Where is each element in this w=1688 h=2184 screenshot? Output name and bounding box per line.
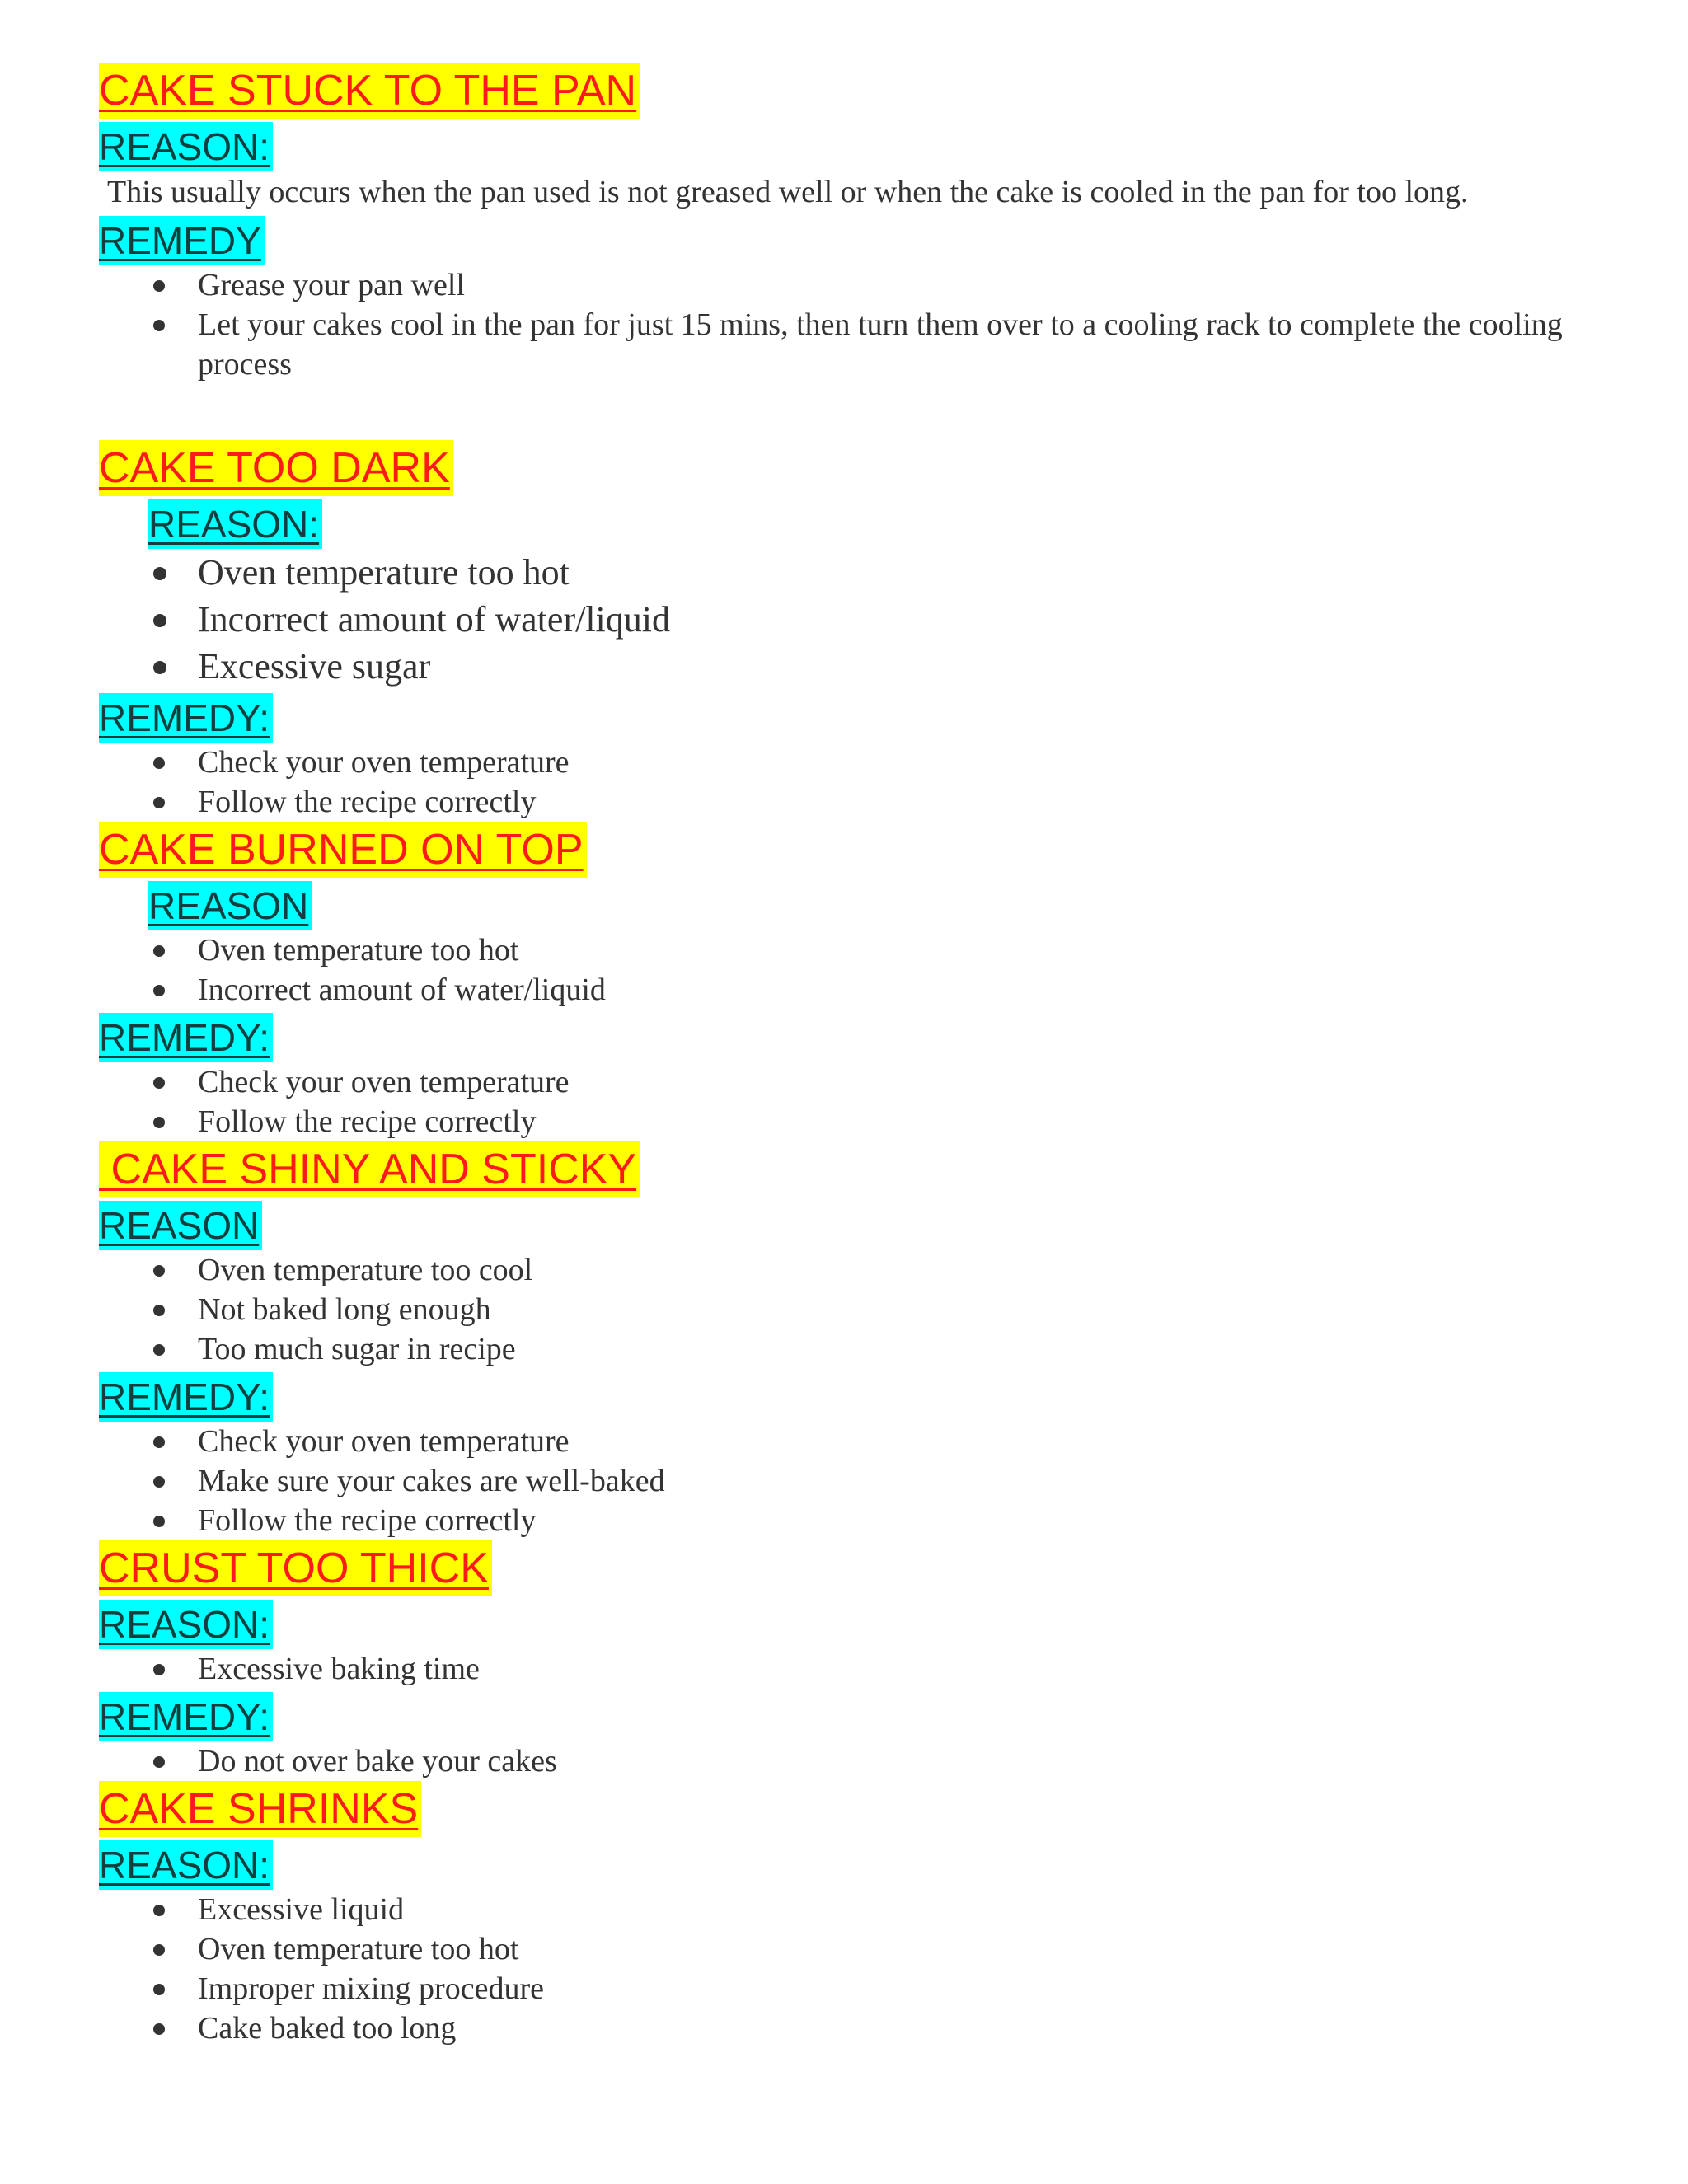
list-item: Do not over bake your cakes xyxy=(99,1741,1582,1781)
list-item: Oven temperature too hot xyxy=(99,930,1582,970)
section-title: CAKE TOO DARK xyxy=(99,440,453,496)
reason-list xyxy=(99,1649,1582,1689)
remedy-label: REMEDY: xyxy=(99,1013,273,1062)
bullet-icon xyxy=(153,2023,165,2035)
remedy-list xyxy=(99,1422,1582,1540)
bullet-icon xyxy=(153,985,165,996)
remedy-label: REMEDY xyxy=(99,216,265,265)
troubleshooting-sections xyxy=(99,63,1582,2048)
list-item: Check your oven temperature xyxy=(99,1422,1582,1461)
bullet-icon xyxy=(153,945,165,957)
list-item: Incorrect amount of water/liquid xyxy=(99,596,1582,643)
section-title: CRUST TOO THICK xyxy=(99,1540,492,1596)
list-item: Follow the recipe correctly xyxy=(99,1501,1582,1540)
reason-list xyxy=(99,1890,1582,2048)
bullet-icon xyxy=(153,1344,165,1356)
bullet-icon xyxy=(153,567,166,580)
bullet-icon xyxy=(153,1905,165,1916)
section-title: CAKE BURNED ON TOP xyxy=(99,822,587,878)
list-item: Oven temperature too cool xyxy=(99,1250,1582,1290)
section-cake-shrinks xyxy=(99,1781,1582,2048)
remedy-list xyxy=(99,265,1582,384)
remedy-label: REMEDY: xyxy=(99,1372,273,1422)
remedy-list xyxy=(99,1741,1582,1781)
list-item: Cake baked too long xyxy=(99,2008,1582,2048)
reason-label: REASON xyxy=(99,1201,262,1250)
section-crust-too-thick xyxy=(99,1540,1582,1781)
list-item: Excessive baking time xyxy=(99,1649,1582,1689)
bullet-icon xyxy=(153,1265,165,1277)
list-item: Oven temperature too hot xyxy=(99,549,1582,596)
bullet-icon xyxy=(153,1077,165,1089)
list-item: Improper mixing procedure xyxy=(99,1969,1582,2008)
reason-text: This usually occurs when the pan used is not greased well or when the cake is cooled in the pan for too long. xyxy=(107,175,1469,209)
reason-label: REASON: xyxy=(148,499,322,549)
bullet-icon xyxy=(153,797,165,808)
bullet-icon xyxy=(153,614,166,627)
section-title: CAKE STUCK TO THE PAN xyxy=(99,63,640,119)
remedy-list xyxy=(99,1062,1582,1141)
reason-label: REASON: xyxy=(99,122,273,171)
reason-label: REASON: xyxy=(99,1600,273,1649)
bullet-icon xyxy=(153,320,165,331)
bullet-icon xyxy=(153,757,165,769)
list-item: Oven temperature too hot xyxy=(99,1929,1582,1969)
remedy-label: REMEDY: xyxy=(99,693,273,743)
bullet-icon xyxy=(153,1117,165,1128)
section-cake-shiny-and-sticky xyxy=(99,1141,1582,1540)
bullet-icon xyxy=(153,661,166,674)
bullet-icon xyxy=(153,1516,165,1527)
list-item: Excessive liquid xyxy=(99,1890,1582,1929)
section-cake-too-dark xyxy=(99,440,1582,822)
list-item: Excessive sugar xyxy=(99,643,1582,690)
list-item: Make sure your cakes are well-baked xyxy=(99,1461,1582,1501)
list-item: Check your oven temperature xyxy=(99,743,1582,782)
reason-list xyxy=(99,930,1582,1010)
list-item: Check your oven temperature xyxy=(99,1062,1582,1102)
reason-list xyxy=(99,1250,1582,1369)
bullet-icon xyxy=(153,1305,165,1316)
bullet-icon xyxy=(153,1436,165,1448)
section-cake-burned-on-top xyxy=(99,822,1582,1141)
bullet-icon xyxy=(153,1756,165,1768)
bullet-icon xyxy=(153,1984,165,1995)
reason-label: REASON: xyxy=(99,1840,273,1890)
list-item: Follow the recipe correctly xyxy=(99,1102,1582,1141)
bullet-icon xyxy=(153,1476,165,1488)
section-title: CAKE SHRINKS xyxy=(99,1781,421,1837)
list-item: Too much sugar in recipe xyxy=(99,1329,1582,1369)
list-item: Not baked long enough xyxy=(99,1290,1582,1329)
list-item: Grease your pan well xyxy=(99,265,1582,305)
remedy-label: REMEDY: xyxy=(99,1692,273,1741)
bullet-icon xyxy=(153,280,165,292)
list-item: Let your cakes cool in the pan for just 15 mins, then turn them over to a cooling rack to complete the cooling process xyxy=(99,305,1582,384)
list-item: Incorrect amount of water/liquid xyxy=(99,970,1582,1010)
section-cake-stuck-to-pan xyxy=(99,63,1582,384)
list-item: Follow the recipe correctly xyxy=(99,782,1582,822)
reason-list xyxy=(99,549,1582,690)
reason-label: REASON xyxy=(148,881,312,930)
remedy-list xyxy=(99,743,1582,822)
bullet-icon xyxy=(153,1944,165,1956)
bullet-icon xyxy=(153,1664,165,1675)
section-title: CAKE SHINY AND STICKY xyxy=(99,1141,640,1197)
